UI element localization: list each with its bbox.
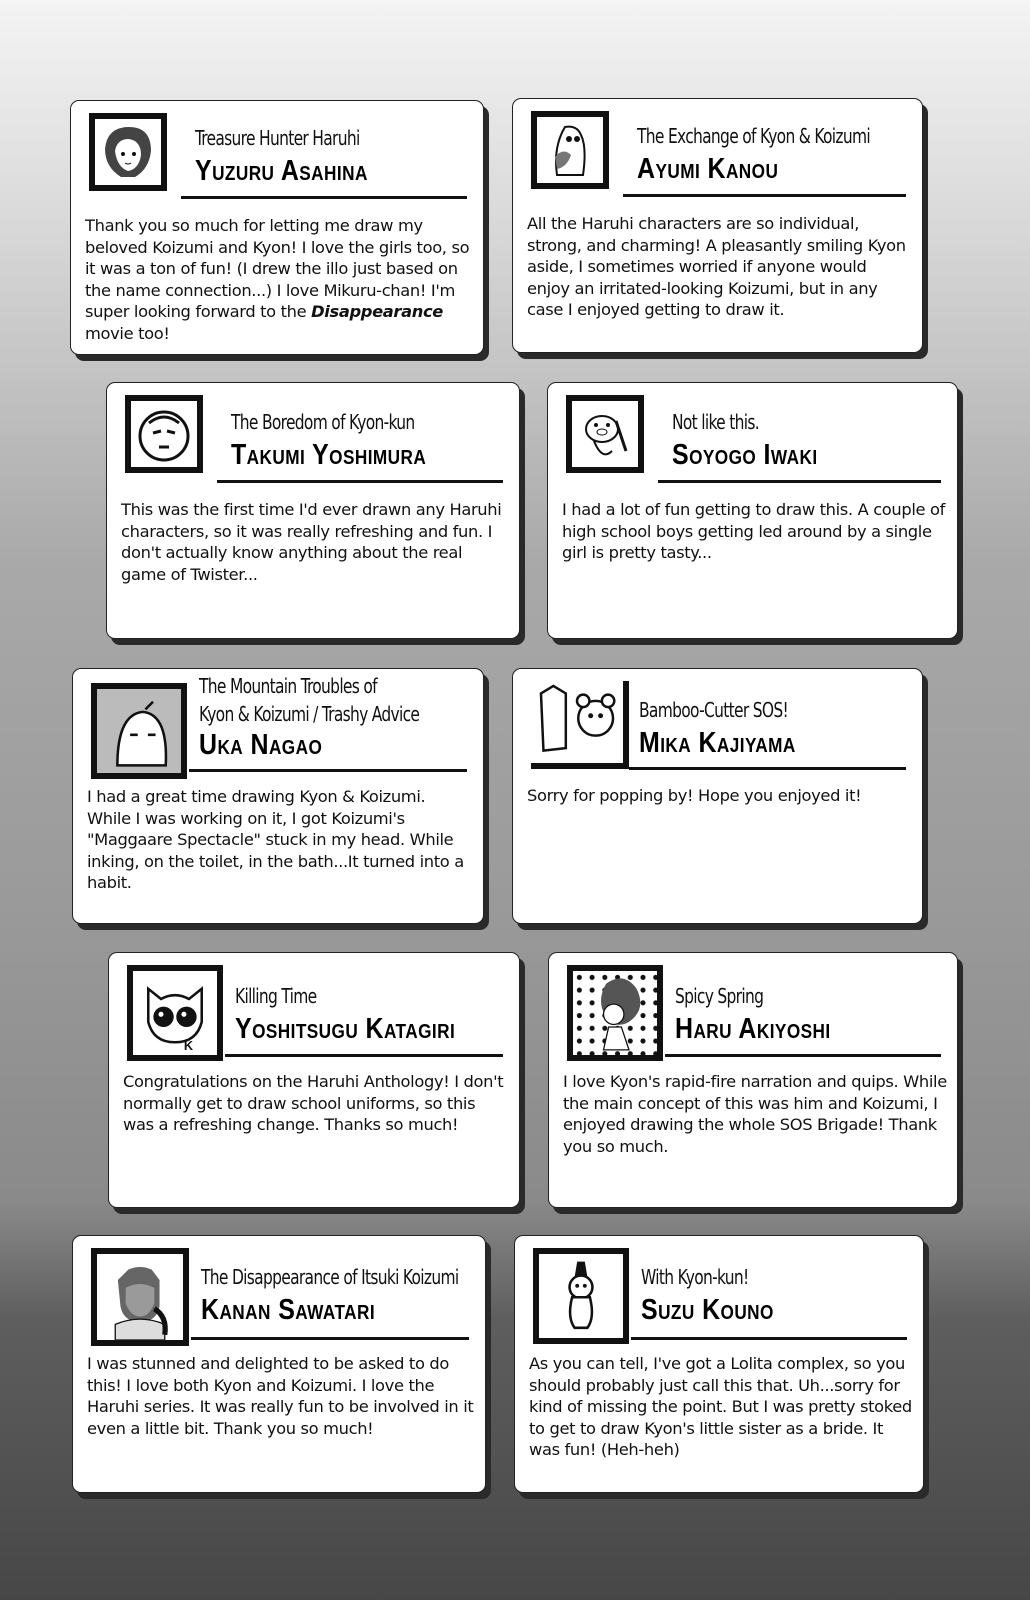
artist-card-haru-akiyoshi — [548, 952, 958, 1208]
story-title-line2: Kyon & Koizumi / Trashy Advice — [199, 702, 420, 726]
artist-card-yuzuru-asahina — [70, 100, 484, 355]
yuzuru-asahina-avatar-icon — [89, 113, 167, 191]
artist-message: Sorry for popping by! Hope you enjoyed it! — [527, 786, 862, 805]
artist-message: I had a great time drawing Kyon & Koizumi. While I was working on it, I got Koizumi's "Maggaare Spectacle" stuck in my head. While inking, on the toilet, in the bath...It turned into a habit. — [87, 787, 464, 892]
artist-card-ayumi-kanou — [512, 98, 923, 353]
takumi-yoshimura-avatar-icon — [125, 395, 203, 473]
divider — [665, 1054, 941, 1057]
divider — [629, 767, 906, 770]
story-title: Not like this. — [672, 410, 759, 434]
artist-card-kanan-sawatari — [72, 1235, 486, 1493]
haru-akiyoshi-avatar-icon — [567, 965, 663, 1061]
artist-card-suzu-kouno — [514, 1235, 924, 1493]
story-title: Killing Time — [235, 984, 317, 1008]
story-title: The Disappearance of Itsuki Koizumi — [201, 1265, 459, 1289]
artist-name: Yoshitsugu Katagiri — [235, 1013, 456, 1045]
artist-name: Takumi Yoshimura — [231, 439, 427, 471]
artist-card-yoshitsugu-katagiri — [108, 952, 520, 1208]
kanan-sawatari-avatar-icon — [91, 1248, 189, 1346]
divider — [631, 1337, 907, 1340]
artist-name: Soyogo Iwaki — [672, 439, 818, 471]
divider — [191, 1337, 469, 1340]
story-title: Bamboo-Cutter SOS! — [639, 698, 789, 722]
artist-card-takumi-yoshimura — [106, 382, 520, 639]
story-title: Treasure Hunter Haruhi — [195, 126, 360, 150]
artist-card-soyogo-iwaki — [547, 382, 958, 639]
suzu-kouno-avatar-icon — [533, 1248, 629, 1344]
mika-kajiyama-avatar-icon — [531, 681, 629, 769]
divider — [658, 480, 941, 483]
divider — [181, 196, 467, 199]
artist-card-uka-nagao — [72, 668, 484, 924]
artist-name: Ayumi Kanou — [637, 153, 779, 185]
divider — [225, 1054, 503, 1057]
divider — [623, 194, 906, 197]
artist-message: I love Kyon's rapid-fire narration and quips. While the main concept of this was him and Koizumi, I enjoyed drawing the whole SOS Brigade! Thank you so much. — [563, 1072, 947, 1156]
artist-name: Haru Akiyoshi — [675, 1013, 831, 1045]
artist-name: Suzu Kouno — [641, 1294, 774, 1326]
artist-name: Uka Nagao — [199, 729, 323, 761]
artist-name: Mika Kajiyama — [639, 727, 796, 759]
artist-message: All the Haruhi characters are so individual, strong, and charming! A pleasantly smiling Kyon aside, I sometimes worried if anyone would enjoy an irritated-looking Koizumi, but in any case I enjoyed getting to draw it. — [527, 214, 906, 319]
artist-message: As you can tell, I've got a Lolita complex, so you should probably just call this that. Uh...sorry for kind of missing the point. But I was pretty stoked to get to draw Kyon's little sister as a bride. It was fun! (Heh-heh) — [529, 1354, 912, 1459]
artist-message: I had a lot of fun getting to draw this. A couple of high school boys getting led around by a single girl is pretty tasty... — [562, 500, 946, 562]
artist-name: Yuzuru Asahina — [195, 155, 368, 187]
artist-message: This was the first time I'd ever drawn any Haruhi characters, so it was really refreshing and fun. I don't actually know anything about the real game of Twister... — [121, 500, 502, 584]
divider — [217, 480, 503, 483]
story-title: The Boredom of Kyon-kun — [231, 410, 415, 434]
ayumi-kanou-avatar-icon — [531, 111, 609, 189]
soyogo-iwaki-avatar-icon — [566, 395, 644, 473]
artist-name: Kanan Sawatari — [201, 1294, 376, 1326]
story-title: The Exchange of Kyon & Koizumi — [637, 124, 870, 148]
divider — [189, 769, 467, 772]
artist-message: Thank you so much for letting me draw my beloved Koizumi and Kyon! I love the girls too, so it was a ton of fun! (I drew the illo just based on the name connection...) I love Mikuru-chan! I'm super looking forward to the Disappearance movie too! — [85, 216, 470, 343]
artist-card-mika-kajiyama — [512, 668, 923, 924]
story-title-line1: The Mountain Troubles of — [199, 674, 377, 698]
uka-nagao-avatar-icon — [91, 683, 187, 779]
yoshitsugu-katagiri-avatar-icon — [127, 965, 223, 1061]
story-title: With Kyon-kun! — [641, 1265, 749, 1289]
story-title: Spicy Spring — [675, 984, 764, 1008]
artist-message: I was stunned and delighted to be asked to do this! I love both Kyon and Koizumi. I love the Haruhi series. It was really fun to be involved in it even a little bit. Thank you so much! — [87, 1354, 474, 1438]
thumb-letter: K — [183, 1037, 194, 1053]
artist-message: Congratulations on the Haruhi Anthology! I don't normally get to draw school uniforms, so this was a refreshing change. Thanks so much! — [123, 1072, 504, 1134]
